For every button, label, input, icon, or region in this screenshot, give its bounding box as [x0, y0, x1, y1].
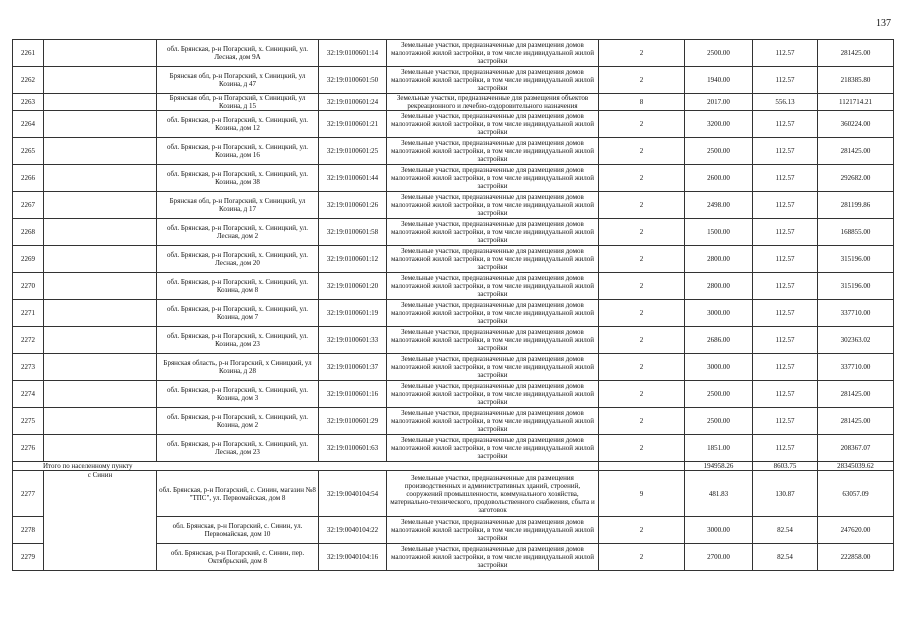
- area-cell: 3000.00: [685, 517, 753, 544]
- rate-cell: 112.57: [753, 273, 818, 300]
- area-cell: 2500.00: [685, 138, 753, 165]
- table-row: [13, 408, 894, 435]
- table-row: [13, 111, 894, 138]
- area-cell: 1940.00: [685, 67, 753, 94]
- area-cell: 2800.00: [685, 273, 753, 300]
- area-cell: 2500.00: [685, 40, 753, 67]
- table-row: [13, 67, 894, 94]
- table-row: [13, 40, 894, 67]
- area-cell: 3000.00: [685, 300, 753, 327]
- row-number: 2277: [13, 471, 44, 517]
- address-cell: Брянская обл, р-н Погарский, х Синицкий, ул Козина, д 17: [157, 192, 319, 219]
- area-cell: 2700.00: [685, 544, 753, 571]
- purpose-cell: Земельные участки, предназначенные для размещения домов малоэтажной жилой застройки, в том числе индивидуальной жилой застройки: [387, 165, 599, 192]
- row-number: 2270: [13, 273, 44, 300]
- group-cell: 2: [599, 40, 685, 67]
- address-cell: Брянская область, р-н Погарский, х Синицкий, ул Козина, д 28: [157, 354, 319, 381]
- rate-cell: 130.87: [753, 471, 818, 517]
- group-cell: 2: [599, 138, 685, 165]
- group-cell: 2: [599, 219, 685, 246]
- value-cell: 281425.00: [818, 138, 894, 165]
- row-number: 2268: [13, 219, 44, 246]
- cadastral-number: 32:19:0100601:16: [319, 381, 387, 408]
- cadastral-number: 32:19:0100601:44: [319, 165, 387, 192]
- area-cell: 2600.00: [685, 165, 753, 192]
- value-cell: 281425.00: [818, 408, 894, 435]
- group-cell: 2: [599, 300, 685, 327]
- settlement-empty: [44, 111, 157, 138]
- purpose-cell: Земельные участки, предназначенные для размещения домов малоэтажной жилой застройки, в том числе индивидуальной жилой застройки: [387, 327, 599, 354]
- cadastral-number: 32:19:0100601:63: [319, 435, 387, 462]
- table-row: [13, 219, 894, 246]
- table-row: [13, 192, 894, 219]
- group-cell: 2: [599, 165, 685, 192]
- address-cell: обл. Брянская, р-н Погарский, х. Синицкий, ул. Козина, дом 2: [157, 408, 319, 435]
- total-group-empty: [599, 462, 685, 471]
- row-number: 2263: [13, 94, 44, 111]
- settlement-empty: [44, 94, 157, 111]
- value-cell: 337710.00: [818, 354, 894, 381]
- table-row: [13, 327, 894, 354]
- purpose-cell: Земельные участки, предназначенные для размещения домов малоэтажной жилой застройки, в том числе индивидуальной жилой застройки: [387, 192, 599, 219]
- address-cell: обл. Брянская, р-н Погарский, с. Синин, магазин №8 "ТПС", ул. Первомайская, дом 8: [157, 471, 319, 517]
- purpose-cell: Земельные участки, предназначенные для размещения домов малоэтажной жилой застройки, в том числе индивидуальной жилой застройки: [387, 408, 599, 435]
- land-registry-table: [12, 39, 894, 571]
- group-cell: 2: [599, 381, 685, 408]
- row-number: 2271: [13, 300, 44, 327]
- row-number: 2279: [13, 544, 44, 571]
- address-cell: обл. Брянская, р-н Погарский, х. Синицкий, ул. Козина, дом 38: [157, 165, 319, 192]
- area-cell: 1851.00: [685, 435, 753, 462]
- address-cell: обл. Брянская, р-н Погарский, х. Синицкий, ул. Козина, дом 7: [157, 300, 319, 327]
- rate-cell: 112.57: [753, 219, 818, 246]
- settlement-label: с Синин: [44, 471, 157, 571]
- group-cell: 2: [599, 111, 685, 138]
- settlement-empty: [44, 300, 157, 327]
- address-cell: Брянская обл, р-н Погарский, х Синицкий, ул Козина, д 15: [157, 94, 319, 111]
- table-body-a: [13, 40, 894, 462]
- purpose-cell: Земельные участки, предназначенные для размещения домов малоэтажной жилой застройки, в том числе индивидуальной жилой застройки: [387, 517, 599, 544]
- value-cell: 360224.00: [818, 111, 894, 138]
- cadastral-number: 32:19:0100601:20: [319, 273, 387, 300]
- area-cell: 2498.00: [685, 192, 753, 219]
- settlement-empty: [44, 67, 157, 94]
- address-cell: обл. Брянская, р-н Погарский, х. Синицкий, ул. Лесная, дом 20: [157, 246, 319, 273]
- purpose-cell: Земельные участки, предназначенные для размещения домов малоэтажной жилой застройки, в том числе индивидуальной жилой застройки: [387, 435, 599, 462]
- area-cell: 2686.00: [685, 327, 753, 354]
- rate-cell: 112.57: [753, 67, 818, 94]
- value-cell: 315196.00: [818, 246, 894, 273]
- cadastral-number: 32:19:0100601:19: [319, 300, 387, 327]
- table-row: [13, 435, 894, 462]
- purpose-cell: Земельные участки, предназначенные для размещения домов малоэтажной жилой застройки, в том числе индивидуальной жилой застройки: [387, 273, 599, 300]
- page-number: 137: [876, 18, 891, 29]
- rate-cell: 112.57: [753, 138, 818, 165]
- settlement-empty: [44, 408, 157, 435]
- table-row: [13, 273, 894, 300]
- area-cell: 2500.00: [685, 381, 753, 408]
- purpose-cell: Земельные участки, предназначенные для размещения домов малоэтажной жилой застройки, в том числе индивидуальной жилой застройки: [387, 111, 599, 138]
- value-cell: 208367.07: [818, 435, 894, 462]
- settlement-empty: [44, 138, 157, 165]
- purpose-cell: Земельные участки, предназначенные для размещения домов малоэтажной жилой застройки, в том числе индивидуальной жилой застройки: [387, 246, 599, 273]
- group-cell: 2: [599, 435, 685, 462]
- total-rate: 8603.75: [753, 462, 818, 471]
- address-cell: обл. Брянская, р-н Погарский, х. Синицкий, ул. Лесная, дом 9А: [157, 40, 319, 67]
- row-number: 2278: [13, 517, 44, 544]
- rate-cell: 112.57: [753, 165, 818, 192]
- cadastral-number: 32:19:0100601:21: [319, 111, 387, 138]
- rate-cell: 82.54: [753, 544, 818, 571]
- settlement-empty: [44, 381, 157, 408]
- group-cell: 9: [599, 471, 685, 517]
- rate-cell: 112.57: [753, 408, 818, 435]
- purpose-cell: Земельные участки, предназначенные для размещения объектов рекреационного и лечебно-оздоровительного назначения: [387, 94, 599, 111]
- group-cell: 2: [599, 246, 685, 273]
- group-cell: 2: [599, 544, 685, 571]
- rate-cell: 112.57: [753, 300, 818, 327]
- table-row: [13, 246, 894, 273]
- area-cell: 2800.00: [685, 246, 753, 273]
- purpose-cell: Земельные участки, предназначенные для размещения домов малоэтажной жилой застройки, в том числе индивидуальной жилой застройки: [387, 381, 599, 408]
- row-number: 2262: [13, 67, 44, 94]
- rate-cell: 112.57: [753, 327, 818, 354]
- table-row: [13, 381, 894, 408]
- value-cell: 337710.00: [818, 300, 894, 327]
- settlement-empty: [44, 327, 157, 354]
- value-cell: 281425.00: [818, 40, 894, 67]
- settlement-empty: [44, 246, 157, 273]
- row-number: 2274: [13, 381, 44, 408]
- table-row: [13, 471, 894, 517]
- group-cell: 2: [599, 517, 685, 544]
- area-cell: 481.83: [685, 471, 753, 517]
- value-cell: 1121714.21: [818, 94, 894, 111]
- address-cell: обл. Брянская, р-н Погарский, х. Синицкий, ул. Козина, дом 3: [157, 381, 319, 408]
- value-cell: 281199.86: [818, 192, 894, 219]
- address-cell: обл. Брянская, р-н Погарский, х. Синицкий, ул. Козина, дом 16: [157, 138, 319, 165]
- settlement-empty: [44, 354, 157, 381]
- group-cell: 2: [599, 408, 685, 435]
- group-cell: 2: [599, 67, 685, 94]
- row-number: 2276: [13, 435, 44, 462]
- row-number: 2266: [13, 165, 44, 192]
- cadastral-number: 32:19:0100601:58: [319, 219, 387, 246]
- address-cell: обл. Брянская, р-н Погарский, х. Синицкий, ул. Лесная, дом 23: [157, 435, 319, 462]
- table-row: [13, 94, 894, 111]
- rate-cell: 112.57: [753, 381, 818, 408]
- table-row: [13, 165, 894, 192]
- total-label: Итого по населенному пункту: [13, 462, 599, 471]
- settlement-empty: [44, 40, 157, 67]
- row-number: 2265: [13, 138, 44, 165]
- group-cell: 8: [599, 94, 685, 111]
- settlement-empty: [44, 435, 157, 462]
- row-number: 2273: [13, 354, 44, 381]
- table-row: [13, 138, 894, 165]
- rate-cell: 112.57: [753, 435, 818, 462]
- table-row: [13, 354, 894, 381]
- address-cell: обл. Брянская, р-н Погарский, х. Синицкий, ул. Лесная, дом 2: [157, 219, 319, 246]
- area-cell: 2017.00: [685, 94, 753, 111]
- address-cell: обл. Брянская, р-н Погарский, х. Синицкий, ул. Козина, дом 8: [157, 273, 319, 300]
- purpose-cell: Земельные участки, предназначенные для размещения домов малоэтажной жилой застройки, в том числе индивидуальной жилой застройки: [387, 138, 599, 165]
- value-cell: 63057.09: [818, 471, 894, 517]
- settlement-empty: [44, 219, 157, 246]
- total-value: 28345039.62: [818, 462, 894, 471]
- total-area: 194958.26: [685, 462, 753, 471]
- address-cell: обл. Брянская, р-н Погарский, х. Синицкий, ул. Козина, дом 23: [157, 327, 319, 354]
- total-body: [13, 462, 894, 471]
- row-number: 2264: [13, 111, 44, 138]
- group-cell: 2: [599, 192, 685, 219]
- purpose-cell: Земельные участки, предназначенные для размещения домов малоэтажной жилой застройки, в том числе индивидуальной жилой застройки: [387, 67, 599, 94]
- rate-cell: 112.57: [753, 111, 818, 138]
- area-cell: 2500.00: [685, 408, 753, 435]
- row-number: 2269: [13, 246, 44, 273]
- total-row: [13, 462, 894, 471]
- settlement-empty: [44, 273, 157, 300]
- cadastral-number: 32:19:0100601:24: [319, 94, 387, 111]
- rate-cell: 112.57: [753, 192, 818, 219]
- area-cell: 1500.00: [685, 219, 753, 246]
- purpose-cell: Земельные участки, предназначенные для размещения домов малоэтажной жилой застройки, в том числе индивидуальной жилой застройки: [387, 40, 599, 67]
- group-cell: 2: [599, 354, 685, 381]
- cadastral-number: 32:19:0040104:16: [319, 544, 387, 571]
- rate-cell: 82.54: [753, 517, 818, 544]
- address-cell: обл. Брянская, р-н Погарский, с. Синин, пер. Октябрьский, дом 8: [157, 544, 319, 571]
- rate-cell: 556.13: [753, 94, 818, 111]
- value-cell: 315196.00: [818, 273, 894, 300]
- value-cell: 168855.00: [818, 219, 894, 246]
- settlement-empty: [44, 165, 157, 192]
- row-number: 2272: [13, 327, 44, 354]
- table-row: [13, 300, 894, 327]
- rate-cell: 112.57: [753, 40, 818, 67]
- address-cell: Брянская обл, р-н Погарский, х Синицкий, ул Козина, д 47: [157, 67, 319, 94]
- value-cell: 222858.00: [818, 544, 894, 571]
- purpose-cell: Земельные участки, предназначенные для размещения производственных и административных зданий, строений, сооружений промышленности, коммунального хозяйства, материально-технического, продовольственного снабжения, сбыта и заготовок: [387, 471, 599, 517]
- row-number: 2267: [13, 192, 44, 219]
- cadastral-number: 32:19:0100601:14: [319, 40, 387, 67]
- value-cell: 247620.00: [818, 517, 894, 544]
- purpose-cell: Земельные участки, предназначенные для размещения домов малоэтажной жилой застройки, в том числе индивидуальной жилой застройки: [387, 219, 599, 246]
- cadastral-number: 32:19:0100601:50: [319, 67, 387, 94]
- row-number: 2275: [13, 408, 44, 435]
- cadastral-number: 32:19:0040104:54: [319, 471, 387, 517]
- cadastral-number: 32:19:0040104:22: [319, 517, 387, 544]
- cadastral-number: 32:19:0100601:25: [319, 138, 387, 165]
- cadastral-number: 32:19:0100601:26: [319, 192, 387, 219]
- purpose-cell: Земельные участки, предназначенные для размещения домов малоэтажной жилой застройки, в том числе индивидуальной жилой застройки: [387, 300, 599, 327]
- cadastral-number: 32:19:0100601:12: [319, 246, 387, 273]
- group-cell: 2: [599, 327, 685, 354]
- value-cell: 302363.02: [818, 327, 894, 354]
- area-cell: 3000.00: [685, 354, 753, 381]
- rate-cell: 112.57: [753, 354, 818, 381]
- value-cell: 281425.00: [818, 381, 894, 408]
- cadastral-number: 32:19:0100601:29: [319, 408, 387, 435]
- settlement-empty: [44, 192, 157, 219]
- purpose-cell: Земельные участки, предназначенные для размещения домов малоэтажной жилой застройки, в том числе индивидуальной жилой застройки: [387, 354, 599, 381]
- address-cell: обл. Брянская, р-н Погарский, х. Синицкий, ул. Козина, дом 12: [157, 111, 319, 138]
- cadastral-number: 32:19:0100601:33: [319, 327, 387, 354]
- area-cell: 3200.00: [685, 111, 753, 138]
- cadastral-number: 32:19:0100601:37: [319, 354, 387, 381]
- purpose-cell: Земельные участки, предназначенные для размещения домов малоэтажной жилой застройки, в том числе индивидуальной жилой застройки: [387, 544, 599, 571]
- table-body-b: [13, 471, 894, 571]
- value-cell: 292682.00: [818, 165, 894, 192]
- group-cell: 2: [599, 273, 685, 300]
- rate-cell: 112.57: [753, 246, 818, 273]
- value-cell: 218385.80: [818, 67, 894, 94]
- row-number: 2261: [13, 40, 44, 67]
- address-cell: обл. Брянская, р-н Погарский, с. Синин, ул. Первомайская, дом 10: [157, 517, 319, 544]
